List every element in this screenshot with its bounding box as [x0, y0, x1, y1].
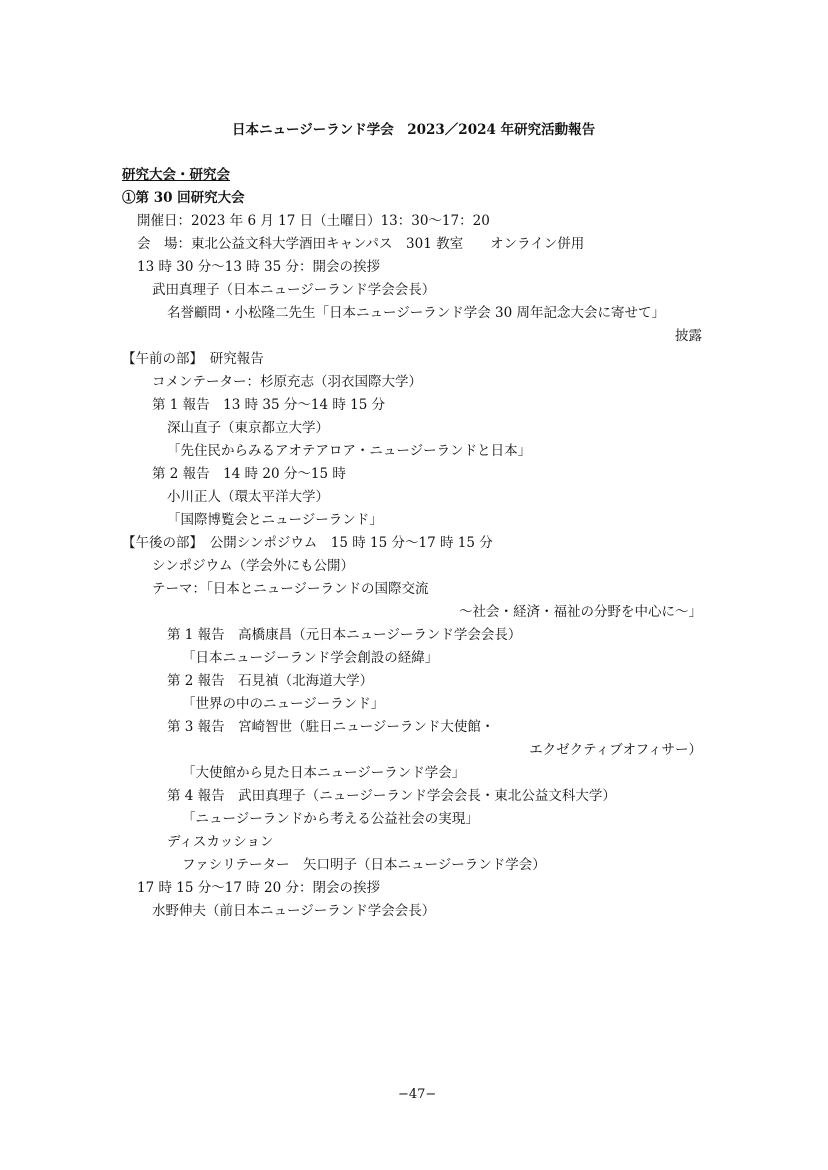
am-report-2-speaker: 小川正人（環太平洋大学）: [167, 489, 329, 505]
pm-theme: テーマ：「日本とニュージーランドの国際交流: [152, 581, 429, 597]
closing-speaker: 水野伸夫（前日本ニュージーランド学会会長）: [152, 903, 436, 919]
honorary-tail: 披露: [675, 328, 702, 344]
am-report-2-title: 「国際博覧会とニュージーランド」: [167, 512, 383, 528]
am-report-1-speaker: 深山直子（東京都立大学）: [167, 420, 329, 436]
opening-time: 13 時 30 分〜13 時 35 分：開会の挨拶: [137, 259, 380, 275]
date-line: 開催日：2023 年 6 月 17 日（土曜日）13：30〜17：20: [137, 213, 490, 229]
am-heading: 【午前の部】 研究報告: [122, 351, 264, 367]
pm-report-4-title: 「ニュージーランドから考える公益社会の実現」: [182, 811, 479, 827]
document-title: 日本ニュージーランド学会 2023／2024 年研究活動報告: [232, 122, 596, 138]
am-report-1-time: 第 1 報告 13 時 35 分〜14 時 15 分: [152, 397, 386, 413]
commentator: コメンテーター：杉原充志（羽衣国際大学）: [152, 374, 422, 390]
am-report-1-title: 「先住民からみるアオテアロア・ニュージーランドと日本」: [167, 443, 532, 459]
pm-report-2-title: 「世界の中のニュージーランド」: [182, 696, 385, 712]
am-report-2-time: 第 2 報告 14 時 20 分〜15 時: [152, 466, 346, 482]
discussion: ディスカッション: [167, 834, 274, 850]
pm-report-2: 第 2 報告 石見禎（北海道大学）: [167, 673, 374, 689]
page-number: −47−: [398, 1087, 437, 1102]
pm-report-3: 第 3 報告 宮崎智世（駐日ニュージーランド大使館・: [167, 719, 495, 735]
pm-report-3-title: 「大使館から見た日本ニュージーランド学会」: [182, 765, 466, 781]
closing-time: 17 時 15 分〜17 時 20 分：閉会の挨拶: [137, 880, 380, 896]
pm-report-1-title: 「日本ニュージーランド学会創設の経緯」: [182, 650, 439, 666]
pm-symposium: シンポジウム（学会外にも公開）: [152, 558, 355, 574]
pm-report-1: 第 1 報告 高橋康昌（元日本ニュージーランド学会会長）: [167, 627, 522, 643]
pm-heading: 【午後の部】 公開シンポジウム 15 時 15 分〜17 時 15 分: [122, 535, 493, 551]
pm-report-4: 第 4 報告 武田真理子（ニュージーランド学会会長・東北公益文科大学）: [167, 788, 616, 804]
facilitator: ファシリテーター 矢口明子（日本ニュージーランド学会）: [182, 857, 546, 873]
venue-line: 会 場：東北公益文科大学酒田キャンパス 301 教室 オンライン併用: [137, 236, 585, 252]
section-heading: 研究大会・研究会: [122, 167, 230, 183]
pm-report-3-continued: エクゼクティブオフィサー）: [529, 742, 702, 758]
opening-speaker: 武田真理子（日本ニュージーランド学会会長）: [152, 282, 436, 298]
conference-title: ①第 30 回研究大会: [122, 190, 245, 206]
honorary-line: 名誉顧問・小松隆二先生「日本ニュージーランド学会 30 周年記念大会に寄せて」: [167, 305, 665, 321]
pm-theme-continued: 〜社会・経済・福祉の分野を中心に〜」: [459, 604, 702, 620]
